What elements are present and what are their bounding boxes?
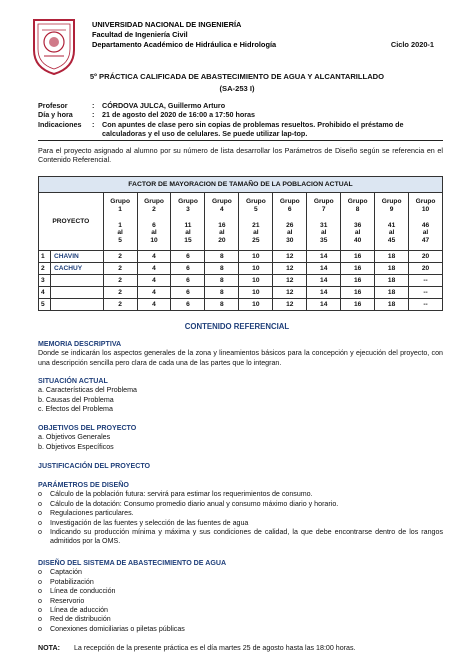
table-header-row — [39, 193, 443, 251]
table-row — [39, 287, 443, 299]
factor-cell: 18 — [375, 263, 409, 275]
section-text: Donde se indicarán los aspectos generales de la zona y lineamientos básicos para la concepción y ejecución del proyecto, con una descripción sencilla pero clara de cada una de las partes que lo integran. — [38, 349, 443, 367]
list-item: o Línea de conducción — [38, 587, 116, 596]
factor-cell: 6 — [171, 251, 205, 263]
info-colon: : — [92, 110, 95, 120]
group-header: Grupo 7 31 al 35 — [307, 193, 341, 251]
list-item: b. Objetivos Específicos — [38, 442, 114, 451]
nota-text: La recepción de la presente práctica es el día martes 25 de agosto hasta las 18:00 horas. — [73, 644, 356, 652]
factor-cell: 2 — [103, 287, 137, 299]
list-item: o Red de distribución — [38, 615, 111, 624]
factor-cell: -- — [409, 287, 443, 299]
info-label: Día y hora — [38, 110, 73, 120]
exam-info — [38, 101, 448, 139]
info-value: Con apuntes de clase pero sin copias de problemas resueltos. Prohibido el préstamo de calculadoras y el uso de celulares. Se puede utilizar lap-top. — [102, 119, 404, 139]
group-header: Grupo 4 16 al 20 — [205, 193, 239, 251]
factor-cell: 6 — [171, 299, 205, 311]
factor-cell: 14 — [307, 263, 341, 275]
diseno-section — [38, 559, 443, 634]
factor-cell: 12 — [273, 263, 307, 275]
list-item: o Regulaciones particulares. — [38, 509, 134, 518]
project-name: CHAVIN — [51, 251, 104, 263]
info-colon: : — [92, 119, 95, 129]
info-label: Indicaciones — [38, 119, 82, 129]
factor-cell: 12 — [273, 287, 307, 299]
factor-cell: 8 — [205, 299, 239, 311]
list-item: a. Objetivos Generales — [38, 433, 111, 442]
diseno-list — [38, 568, 443, 634]
list-item: o Captación — [38, 568, 82, 577]
bullet-icon: o — [38, 596, 42, 605]
factor-cell: 14 — [307, 275, 341, 287]
factor-cell: -- — [409, 275, 443, 287]
factor-cell: 10 — [239, 275, 273, 287]
factor-cell: 2 — [103, 251, 137, 263]
factor-cell: 2 — [103, 263, 137, 275]
factor-cell: 10 — [239, 263, 273, 275]
factor-cell: 14 — [307, 299, 341, 311]
list-item: o Conexiones domiciliarias o piletas públicas — [38, 624, 185, 633]
nota-label: NOTA: — [38, 644, 60, 652]
factor-cell: 14 — [307, 251, 341, 263]
factor-cell: 16 — [341, 287, 375, 299]
list-item: o Reservorio — [38, 596, 85, 605]
project-name — [51, 299, 104, 311]
factor-cell: 4 — [137, 287, 171, 299]
table-title: FACTOR DE MAYORACION DE TAMAÑO DE LA POBLACION ACTUAL — [39, 177, 443, 193]
info-row-professor — [38, 101, 448, 110]
factor-cell: 14 — [307, 287, 341, 299]
info-value: CÓRDOVA JULCA, Guillermo Arturo — [102, 101, 226, 110]
section-heading: JUSTIFICACIÓN DEL PROYECTO — [38, 462, 151, 470]
factor-cell: 6 — [171, 275, 205, 287]
group-header: Grupo 2 6 al 10 — [137, 193, 171, 251]
memoria-section — [38, 340, 443, 368]
table-row — [39, 251, 443, 263]
justificacion-section — [38, 462, 443, 471]
bullet-icon: o — [38, 587, 42, 596]
factor-cell: 4 — [137, 299, 171, 311]
nota — [38, 644, 356, 652]
bullet-icon: o — [38, 518, 42, 527]
table-body — [39, 251, 443, 311]
info-colon: : — [92, 101, 95, 110]
bullet-icon: o — [38, 490, 42, 499]
factor-cell: 12 — [273, 275, 307, 287]
factor-cell: 10 — [239, 299, 273, 311]
section-heading: OBJETIVOS DEL PROYECTO — [38, 424, 137, 432]
uni-seal-icon — [30, 16, 78, 76]
group-header: Grupo 10 46 al 47 — [409, 193, 443, 251]
bullet-icon: o — [38, 509, 42, 518]
group-header: Grupo 6 26 al 30 — [273, 193, 307, 251]
contenido-referencial-heading: CONTENIDO REFERENCIAL — [184, 322, 290, 331]
info-label: Profesor — [38, 101, 68, 110]
bullet-icon: o — [38, 606, 42, 615]
section-heading: DISEÑO DEL SISTEMA DE ABASTECIMIENTO DE AGUA — [38, 559, 227, 567]
section-heading: PARÁMETROS DE DISEÑO — [38, 481, 129, 489]
factor-cell: 16 — [341, 251, 375, 263]
university-name: UNIVERSIDAD NACIONAL DE INGENIERÍA — [92, 20, 242, 29]
list-item: b. Causas del Problema — [38, 395, 114, 404]
list-item: o Cálculo de la población futura: servirá para estimar los requerimientos de consumo. — [38, 490, 313, 499]
parametros-section — [38, 481, 443, 547]
factor-cell: 20 — [409, 263, 443, 275]
factor-cell: 2 — [103, 299, 137, 311]
row-number: 2 — [39, 263, 51, 275]
factor-cell: 12 — [273, 299, 307, 311]
list-item: c. Efectos del Problema — [38, 405, 113, 414]
parametros-list — [38, 490, 443, 546]
bullet-icon: o — [38, 615, 42, 624]
bullet-icon: o — [38, 499, 42, 508]
factor-cell: 6 — [171, 287, 205, 299]
factor-cell: 12 — [273, 251, 307, 263]
factor-cell: 10 — [239, 251, 273, 263]
factor-cell: 4 — [137, 263, 171, 275]
factor-cell: 8 — [205, 287, 239, 299]
factor-cell: 18 — [375, 299, 409, 311]
department-name: Departamento Académico de Hidráulica e Hidrología — [92, 40, 277, 49]
project-header: PROYECTO — [39, 193, 104, 251]
list-item: o Línea de aducción — [38, 606, 108, 615]
exam-title: 5º PRÁCTICA CALIFICADA DE ABASTECIMIENTO DE AGUA Y ALCANTARILLADO — [89, 72, 385, 81]
situacion-section — [38, 377, 443, 415]
info-row-indications — [38, 120, 448, 139]
factor-cell: 16 — [341, 263, 375, 275]
factor-cell: 6 — [171, 263, 205, 275]
section-heading: SITUACIÓN ACTUAL — [38, 377, 108, 385]
row-number: 4 — [39, 287, 51, 299]
factor-cell: 8 — [205, 251, 239, 263]
factor-cell: 20 — [409, 251, 443, 263]
objetivos-section — [38, 424, 443, 452]
factor-cell: 2 — [103, 275, 137, 287]
bullet-icon: o — [38, 528, 42, 537]
list-item: a. Características del Problema — [38, 386, 137, 395]
table-row — [39, 263, 443, 275]
factor-cell: 4 — [137, 251, 171, 263]
bullet-icon: o — [38, 624, 42, 633]
bullet-icon: o — [38, 577, 42, 586]
list-item: o Indicando su producción mínima y máxima y sus condiciones de calidad, la que debe encontrarse dentro de los rangos admitidos por la OMS. — [38, 528, 443, 546]
group-header: Grupo 9 41 al 45 — [375, 193, 409, 251]
factor-table — [38, 176, 443, 311]
info-value: 21 de agosto del 2020 de 16:00 a 17:50 horas — [102, 110, 256, 120]
factor-cell: 16 — [341, 299, 375, 311]
row-number: 1 — [39, 251, 51, 263]
row-number: 3 — [39, 275, 51, 287]
institution-block — [92, 20, 276, 50]
list-item: o Potabilización — [38, 577, 94, 586]
factor-cell: 8 — [205, 263, 239, 275]
factor-cell: 4 — [137, 275, 171, 287]
bullet-icon: o — [38, 568, 42, 577]
divider — [38, 140, 443, 141]
info-row-date — [38, 110, 448, 119]
factor-cell: 8 — [205, 275, 239, 287]
group-header: Grupo 3 11 al 15 — [171, 193, 205, 251]
list-item: o Cálculo de la dotación: Consumo promedio diario anual y consumo máximo diario y horario. — [38, 499, 339, 508]
project-name: CACHUY — [51, 263, 104, 275]
group-header: Grupo 5 21 al 25 — [239, 193, 273, 251]
table-row — [39, 275, 443, 287]
row-number: 5 — [39, 299, 51, 311]
list-item: o Investigación de las fuentes y selección de las fuentes de agua — [38, 518, 249, 527]
factor-cell: 18 — [375, 251, 409, 263]
project-name — [51, 287, 104, 299]
faculty-name: Facultad de Ingeniería Civil — [92, 30, 188, 39]
group-header: Grupo 8 36 al 40 — [341, 193, 375, 251]
section-heading: MEMORIA DESCRIPTIVA — [38, 340, 122, 348]
table-row — [39, 299, 443, 311]
course-code: (SA-253 I) — [219, 84, 255, 93]
cycle-label: Ciclo 2020-1 — [390, 40, 434, 49]
factor-cell: 18 — [375, 275, 409, 287]
factor-cell: -- — [409, 299, 443, 311]
factor-cell: 18 — [375, 287, 409, 299]
intro-paragraph: Para el proyecto asignado al alumno por su número de lista desarrollar los Parámetros de Diseño según se referencia en el Contenido Referencial. — [38, 146, 443, 165]
group-header: Grupo 1 1 al 5 — [103, 193, 137, 251]
factor-cell: 16 — [341, 275, 375, 287]
project-name — [51, 275, 104, 287]
factor-cell: 10 — [239, 287, 273, 299]
